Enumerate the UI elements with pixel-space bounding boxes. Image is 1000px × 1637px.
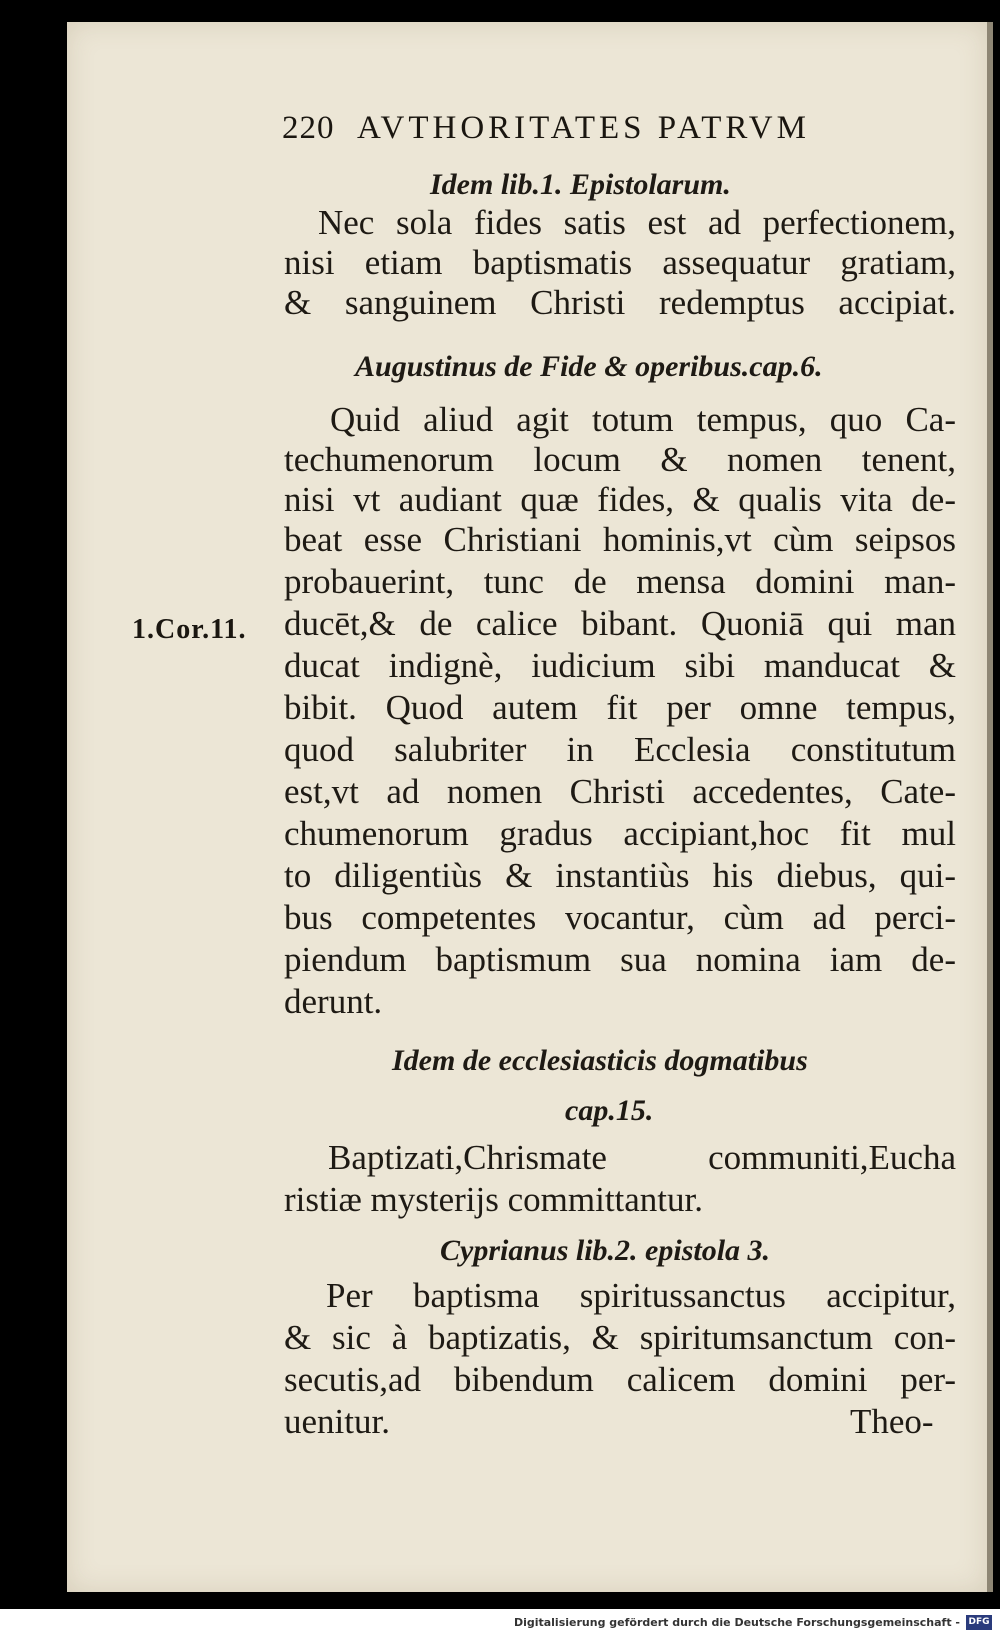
text-line: to diligentiùs & instantiùs his diebus, qui- bbox=[284, 856, 956, 895]
rubric-cap: cap.15. bbox=[565, 1094, 654, 1127]
text-line: quod salubriter in Ecclesia constitutum bbox=[284, 730, 956, 769]
digitization-footer bbox=[0, 1609, 1000, 1637]
text-line: Quid aliud agit totum tempus, quo Ca- bbox=[330, 400, 956, 439]
text-line: bibit. Quod autem fit per omne tempus, bbox=[284, 688, 956, 727]
page-number: 220 bbox=[282, 110, 335, 146]
text-line: secutis,ad bibendum calicem domini per- bbox=[284, 1360, 956, 1399]
text-line: techumenorum locum & nomen tenent, bbox=[284, 440, 956, 479]
running-header bbox=[282, 110, 902, 147]
catchword: Theo- bbox=[850, 1402, 934, 1441]
rubric-dogmatibus: Idem de ecclesiasticis dogmatibus bbox=[392, 1044, 808, 1077]
text-line: nisi vt audiant quæ fides, & qualis vita de- bbox=[284, 480, 956, 519]
margin-note: 1.Cor.11. bbox=[132, 614, 247, 645]
page-edge bbox=[987, 22, 993, 1592]
running-head-title: AVTHORITATES PATRVM bbox=[356, 110, 810, 146]
text-line: nisi etiam baptismatis assequatur gratiam, bbox=[284, 243, 956, 282]
text-line: ristiæ mysterijs committantur. bbox=[284, 1180, 704, 1219]
text-line: Nec sola fides satis est ad perfectionem, bbox=[318, 203, 956, 242]
footer-credit: Digitalisierung gefördert durch die Deutsche Forschungsgemeinschaft - bbox=[513, 1616, 960, 1629]
text-line: bus competentes vocantur, cùm ad perci- bbox=[284, 898, 956, 937]
text-line: chumenorum gradus accipiant,hoc fit mul bbox=[284, 814, 956, 853]
text-line: uenitur. bbox=[284, 1402, 390, 1441]
rubric-cyprianus: Cyprianus lib.2. epistola 3. bbox=[440, 1234, 771, 1267]
text-line: probauerint, tunc de mensa domini man- bbox=[284, 562, 956, 601]
text-line: est,vt ad nomen Christi accedentes, Cate- bbox=[284, 772, 956, 811]
text-line: Baptizati,Chrismate communiti,Eucha bbox=[328, 1138, 956, 1177]
dfg-logo: DFG bbox=[966, 1615, 992, 1630]
rubric-augustinus: Augustinus de Fide & operibus.cap.6. bbox=[355, 350, 823, 383]
text-line: piendum baptismum sua nomina iam de- bbox=[284, 940, 956, 979]
text-line: derunt. bbox=[284, 982, 383, 1021]
text-line: & sanguinem Christi redemptus accipiat. bbox=[284, 283, 956, 322]
text-line: ducēt,& de calice bibant. Quoniā qui man bbox=[284, 604, 956, 643]
text-line: beat esse Christiani hominis,vt cùm seipsos bbox=[284, 520, 956, 559]
text-line: Per baptisma spiritussanctus accipitur, bbox=[326, 1276, 956, 1315]
text-line: ducat indignè, iudicium sibi manducat & bbox=[284, 646, 956, 685]
text-line: & sic à baptizatis, & spiritumsanctum con- bbox=[284, 1318, 956, 1357]
rubric-idem-epistolarum: Idem lib.1. Epistolarum. bbox=[430, 168, 731, 201]
